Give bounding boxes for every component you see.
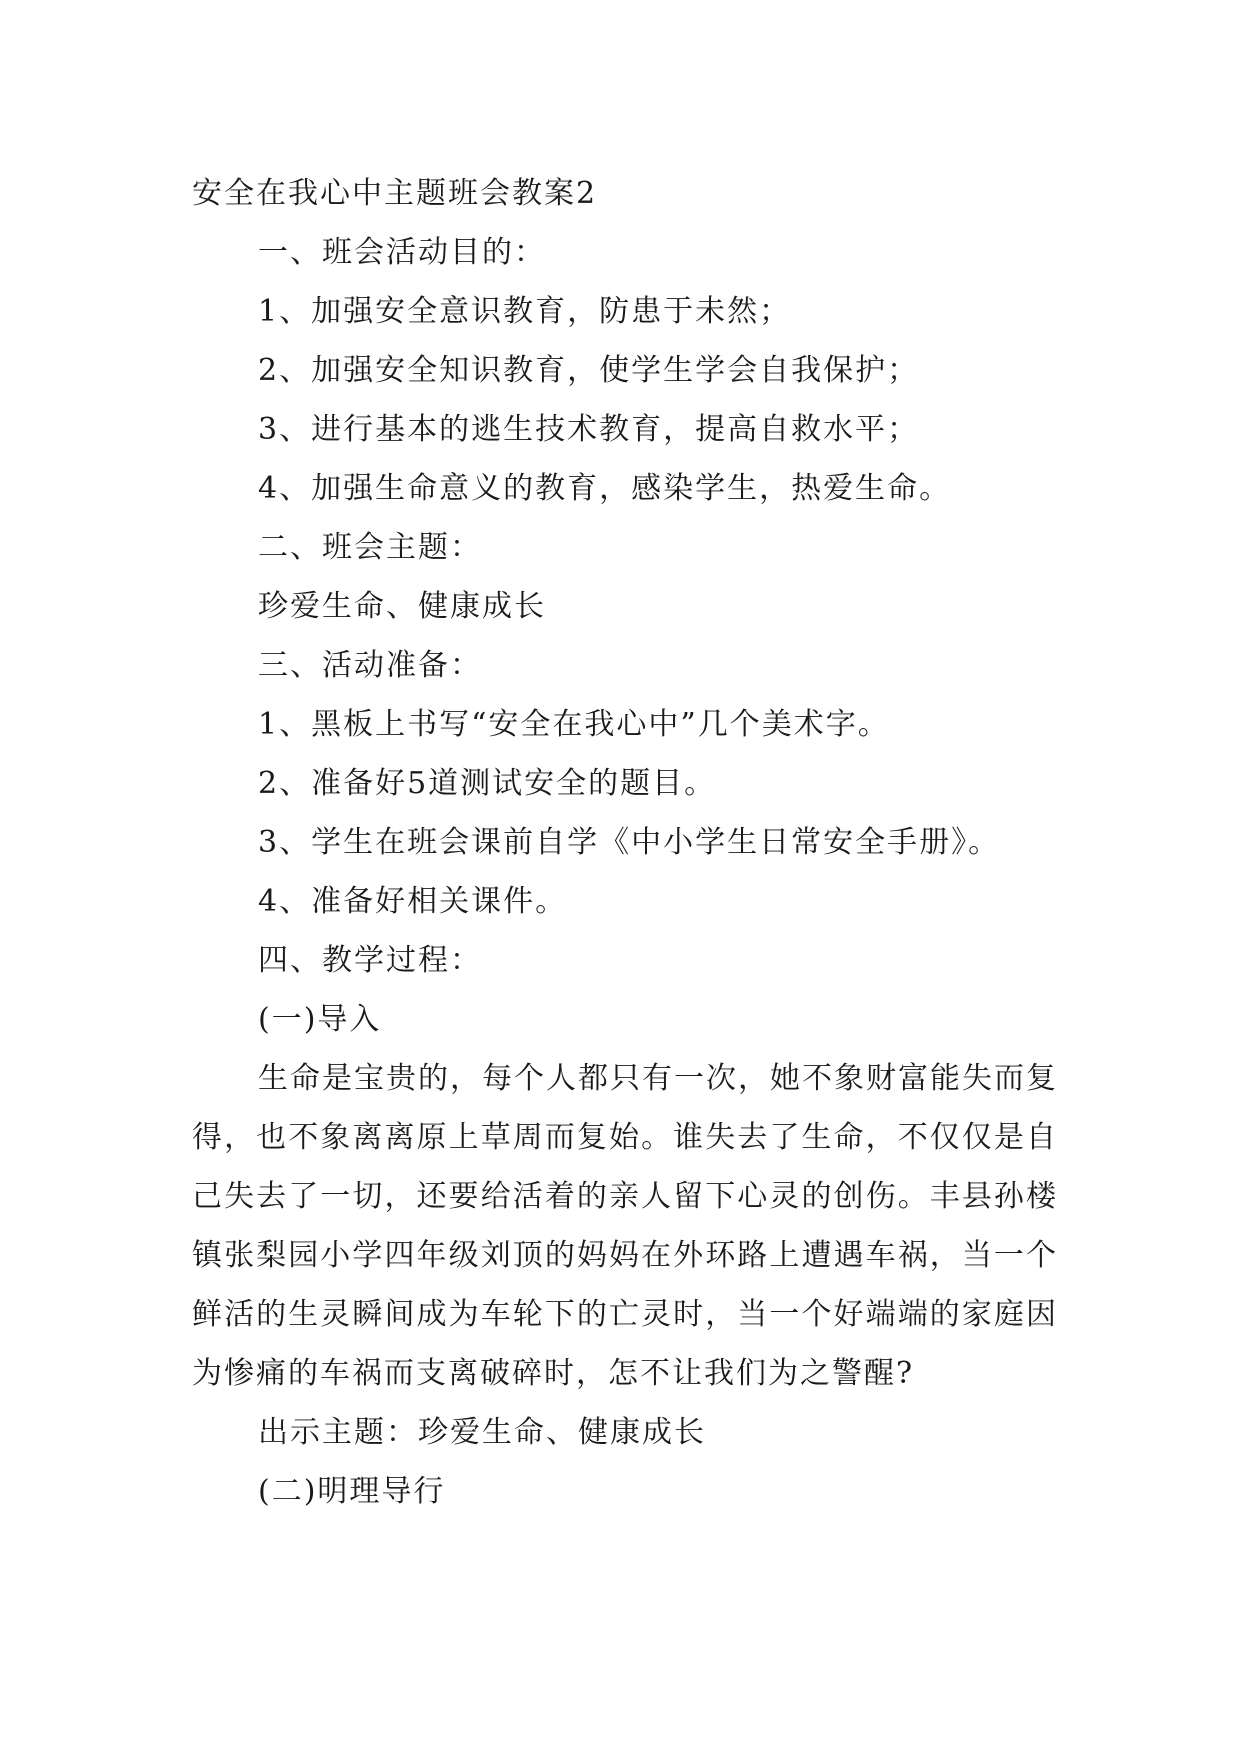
document-body xyxy=(192,164,1058,1521)
subsection-heading-intro: (一)导入 xyxy=(258,1002,382,1037)
section-heading-preparation: 三、活动准备： xyxy=(258,648,482,683)
theme-text: 珍爱生命、健康成长 xyxy=(258,589,546,624)
preparation-item: 2、准备好5道测试安全的题目。 xyxy=(258,766,717,801)
objective-item: 4、加强生命意义的教育，感染学生，热爱生命。 xyxy=(258,471,952,506)
document-title: 安全在我心中主题班会教案2 xyxy=(192,176,598,211)
show-theme-text: 出示主题：珍爱生命、健康成长 xyxy=(258,1415,706,1450)
objective-item: 1、加强安全意识教育，防患于未然； xyxy=(258,294,792,329)
intro-paragraph: 生命是宝贵的，每个人都只有一次，她不象财富能失而复得，也不象离离原上草周而复始。谁失去了生命，不仅仅是自己失去了一切，还要给活着的亲人留下心灵的创伤。丰县孙楼镇张梨园小学四年级刘顶的妈妈在外环路上遭遇车祸，当一个鲜活的生灵瞬间成为车轮下的亡灵时，当一个好端端的家庭因为惨痛的车祸而支离破碎时，怎不让我们为之警醒? xyxy=(192,1061,1058,1391)
preparation-item: 1、黑板上书写“安全在我心中”几个美术字。 xyxy=(258,707,890,742)
objective-item: 3、进行基本的逃生技术教育，提高自救水平； xyxy=(258,412,920,447)
subsection-heading-guidance: (二)明理导行 xyxy=(258,1474,446,1509)
preparation-item: 3、学生在班会课前自学《中小学生日常安全手册》。 xyxy=(258,825,1001,860)
objective-item: 2、加强安全知识教育，使学生学会自我保护； xyxy=(258,353,920,388)
section-heading-theme: 二、班会主题： xyxy=(258,530,482,565)
section-heading-process: 四、教学过程： xyxy=(258,943,482,978)
preparation-item: 4、准备好相关课件。 xyxy=(258,884,568,919)
section-heading-objectives: 一、班会活动目的： xyxy=(258,235,546,270)
